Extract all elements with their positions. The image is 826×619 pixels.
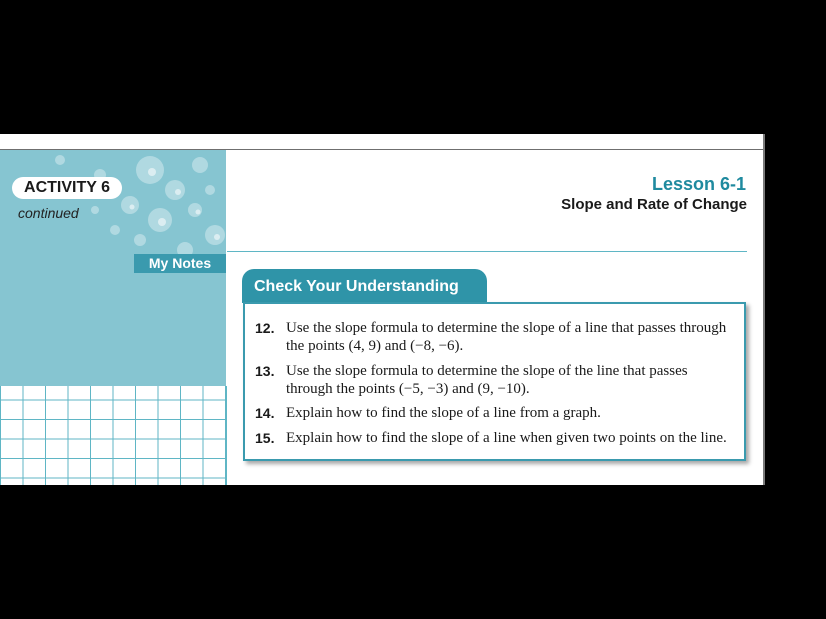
page-edge	[763, 134, 765, 485]
lesson-title: Slope and Rate of Change	[561, 196, 747, 213]
question-number: 13.	[255, 363, 275, 379]
question-12	[255, 319, 735, 355]
check-understanding-box	[243, 302, 746, 461]
lesson-number: Lesson 6-1	[651, 174, 746, 194]
question-number: 14.	[255, 405, 275, 421]
notes-grid	[0, 386, 226, 485]
continued-label: continued	[18, 205, 79, 221]
question-number: 15.	[255, 430, 275, 446]
textbook-page	[0, 134, 764, 485]
my-notes-label: My Notes	[134, 254, 226, 273]
question-text: Explain how to find the slope of a line when given two points on the line.	[286, 430, 727, 446]
question-15	[255, 429, 735, 447]
grid-border	[225, 386, 227, 485]
question-14	[255, 404, 735, 422]
check-understanding-heading: Check Your Understanding	[242, 269, 487, 303]
question-number: 12.	[255, 320, 275, 336]
header-divider	[227, 251, 747, 252]
activity-label: ACTIVITY 6	[12, 177, 122, 199]
question-text: Explain how to find the slope of a line from a graph.	[286, 405, 601, 421]
question-13	[255, 362, 735, 398]
question-text: Use the slope formula to determine the slope of a line that passes through the points (4, 9) and (−8, −6).	[286, 320, 727, 354]
question-text: Use the slope formula to determine the slope of the line that passes through the points (−5, −3) and (9, −10).	[286, 363, 688, 397]
